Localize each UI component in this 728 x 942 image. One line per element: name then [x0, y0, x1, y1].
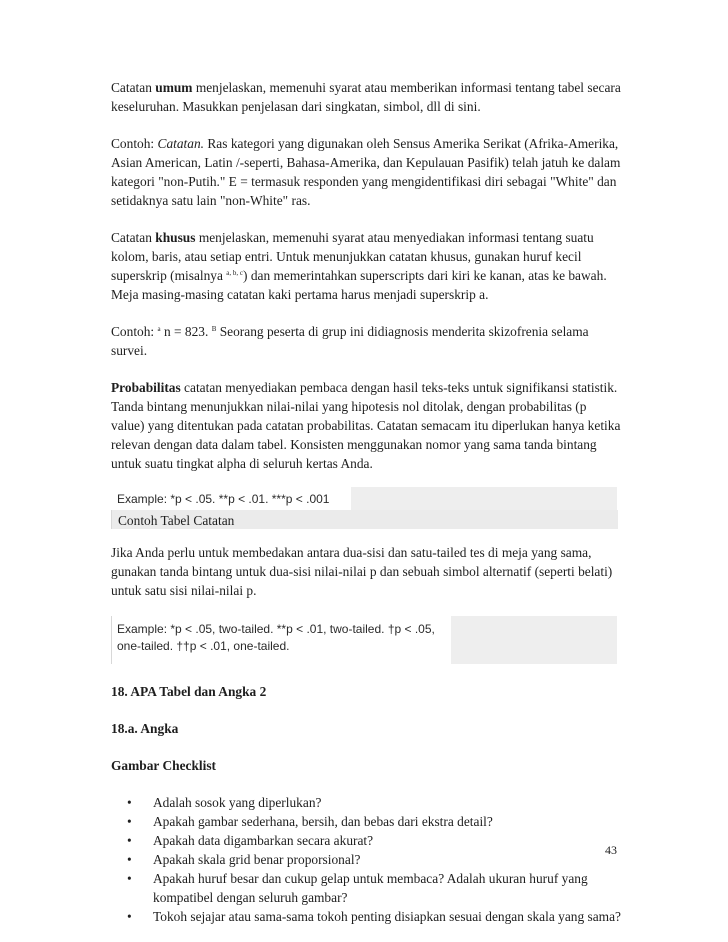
example-table-note-image	[111, 487, 617, 529]
page-number: 43	[605, 843, 617, 857]
text: Catatan	[111, 80, 156, 95]
section-heading: 18. APA Tabel dan Angka 2	[111, 684, 267, 699]
probability-note-paragraph	[111, 378, 621, 473]
figure-checklist	[111, 793, 621, 926]
example-note-text: Example: *p < .05. **p < .01. ***p < .001	[117, 492, 330, 506]
two-tailed-example-text	[117, 621, 557, 655]
example-line: one-tailed. ††p < .01, one-tailed.	[117, 639, 290, 653]
general-note-paragraph	[111, 78, 621, 116]
specific-note-example	[111, 322, 621, 360]
specific-note-paragraph	[111, 228, 621, 304]
italic-term: Catatan.	[157, 136, 205, 151]
two-tailed-example-image	[111, 616, 617, 664]
text: Catatan	[111, 230, 156, 245]
example-caption	[111, 510, 618, 529]
text: ) dan memerintahkan superscripts dari kiri ke kanan, atas ke bawah. Meja masing-masing catatan kaki pertama harus menjadi superskrip a.	[111, 268, 607, 302]
text: Contoh:	[111, 324, 158, 339]
list-item: • Tokoh sejajar atau sama-sama tokoh penting disiapkan sesuai dengan skala yang sama?	[153, 907, 621, 926]
general-note-example	[111, 134, 621, 210]
example-shaded-row	[111, 487, 617, 510]
text: catatan menyediakan pembaca dengan hasil teks-teks untuk signifikansi statistik. Tanda bintang menunjukkan nilai-nilai yang hipotesis nol ditolak, dengan probabilitas (p value) yang ditentukan pada catatan probabilitas. Catatan semacam itu diperlukan hanya ketika relevan dengan data dalam tabel. Konsisten menggunakan nomor yang sama tanda bintang untuk suatu tingkat alpha di seluruh kertas Anda.	[111, 380, 621, 471]
superscript: a, b, c	[226, 269, 244, 277]
list-item: • Apakah huruf besar dan cukup gelap untuk membaca? Adalah ukuran huruf yang kompatibel dengan seluruh gambar?	[153, 869, 621, 907]
superscript: B	[211, 325, 217, 333]
page-content	[111, 78, 621, 926]
caption-text: Contoh Tabel Catatan	[118, 513, 235, 528]
superscript: a	[157, 325, 161, 333]
text: Ras kategori yang digunakan oleh Sensus Amerika Serikat (Afrika-Amerika, Asian American, Latin /-seperti, Bahasa-Amerika, dan Kepulauan Pasifik) telah jatuh ke dalam kategori "non-Putih." E = termasuk responden yang mengidentifikasi diri sebagai "White" dan setidaknya satu lain "non-White" ras.	[111, 136, 621, 208]
text: menjelaskan, memenuhi syarat atau memberikan informasi tentang tabel secara keseluruhan. Masukkan penjelasan dari singkatan, simbol, dll di sini.	[111, 80, 621, 114]
checklist-heading: Gambar Checklist	[111, 758, 217, 773]
text: menjelaskan, memenuhi syarat atau menyediakan informasi tentang suatu kolom, baris, atau setiap entri. Untuk menunjukkan catatan khusus, gunakan huruf kecil superskrip (misalnya	[111, 230, 594, 283]
list-item: • Adalah sosok yang diperlukan?	[153, 793, 621, 812]
list-item: • Apakah gambar sederhana, bersih, dan bebas dari ekstra detail?	[153, 812, 621, 831]
list-item: • Apakah skala grid benar proporsional?	[153, 850, 621, 869]
bold-term: khusus	[155, 230, 196, 245]
text: n = 823.	[160, 324, 212, 339]
text: Seorang peserta di grup ini didiagnosis menderita skizofrenia selama survei.	[111, 324, 589, 358]
example-line: Example: *p < .05, two-tailed. **p < .01, two-tailed. †p < .05,	[117, 622, 435, 636]
two-tailed-paragraph: Jika Anda perlu untuk membedakan antara dua-sisi dan satu-tailed tes di meja yang sama, gunakan tanda bintang untuk dua-sisi nilai-nilai p dan sebuah simbol alternatif (seperti belati) untuk satu sisi nilai-nilai p.	[111, 545, 613, 598]
bold-term: umum	[155, 80, 193, 95]
subsection-heading: 18.a. Angka	[111, 721, 179, 736]
list-item: • Apakah data digambarkan secara akurat?	[153, 831, 621, 850]
bold-term: Probabilitas	[111, 380, 181, 395]
text: Contoh:	[111, 136, 158, 151]
